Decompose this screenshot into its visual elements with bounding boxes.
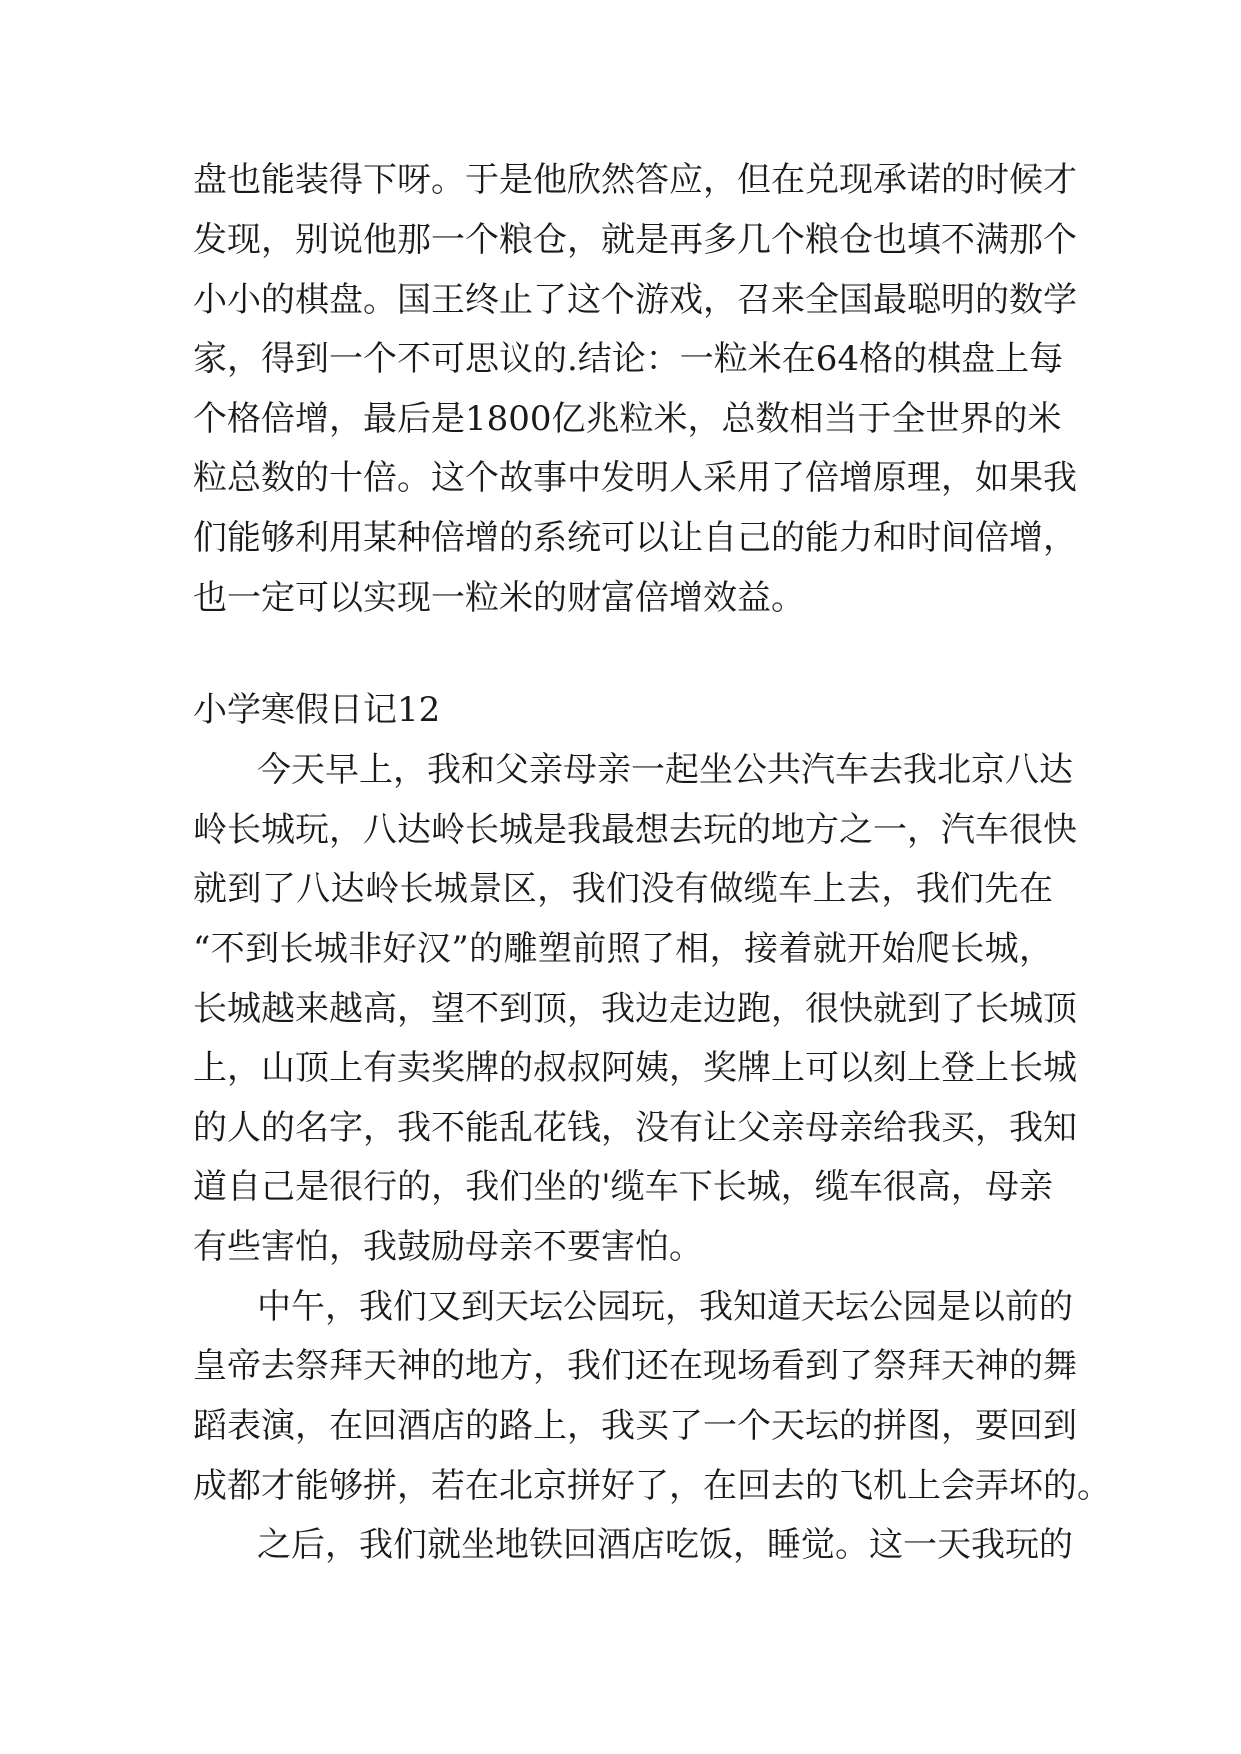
text-line: 蹈表演，在回酒店的路上，我买了一个天坛的拼图，要回到 xyxy=(193,1406,1077,1446)
text-line: 发现，别说他那一个粮仓，就是再多几个粮仓也填不满那个 xyxy=(193,220,1077,260)
text-line: 盘也能装得下呀。于是他欣然答应，但在兑现承诺的时候才 xyxy=(193,160,1077,200)
text-line: 也一定可以实现一粒米的财富倍增效益。 xyxy=(193,578,805,618)
text-line: 道自己是很行的，我们坐的'缆车下长城，缆车很高，母亲 xyxy=(193,1167,1053,1207)
text-line: 皇帝去祭拜天神的地方，我们还在现场看到了祭拜天神的舞 xyxy=(193,1346,1077,1386)
text-line: 岭长城玩，八达岭长城是我最想去玩的地方之一，汽车很快 xyxy=(193,810,1077,850)
text-line: 中午，我们又到天坛公园玩，我知道天坛公园是以前的 xyxy=(257,1287,1073,1327)
text-line: 个格倍增，最后是1800亿兆粒米，总数相当于全世界的米 xyxy=(193,399,1062,439)
text-line: 的人的名字，我不能乱花钱，没有让父亲母亲给我买，我知 xyxy=(193,1108,1077,1148)
text-line: 就到了八达岭长城景区，我们没有做缆车上去，我们先在 xyxy=(193,869,1053,909)
text-line: 家，得到一个不可思议的.结论：一粒米在64格的棋盘上每 xyxy=(193,339,1064,379)
section-title: 小学寒假日记12 xyxy=(193,690,441,730)
text-line: 之后，我们就坐地铁回酒店吃饭，睡觉。这一天我玩的 xyxy=(257,1525,1073,1565)
text-line: 今天早上，我和父亲母亲一起坐公共汽车去我北京八达 xyxy=(257,750,1073,790)
text-line: 上，山顶上有卖奖牌的叔叔阿姨，奖牌上可以刻上登上长城 xyxy=(193,1048,1077,1088)
text-line: “不到长城非好汉”的雕塑前照了相，接着就开始爬长城， xyxy=(193,929,1053,969)
text-line: 们能够利用某种倍增的系统可以让自己的能力和时间倍增， xyxy=(193,518,1077,558)
text-line: 有些害怕，我鼓励母亲不要害怕。 xyxy=(193,1227,703,1267)
text-line: 成都才能够拼，若在北京拼好了，在回去的飞机上会弄坏的。 xyxy=(193,1466,1111,1506)
text-line: 小小的棋盘。国王终止了这个游戏，召来全国最聪明的数学 xyxy=(193,280,1077,320)
text-line: 长城越来越高，望不到顶，我边走边跑，很快就到了长城顶 xyxy=(193,989,1077,1029)
text-line: 粒总数的十倍。这个故事中发明人采用了倍增原理，如果我 xyxy=(193,458,1077,498)
